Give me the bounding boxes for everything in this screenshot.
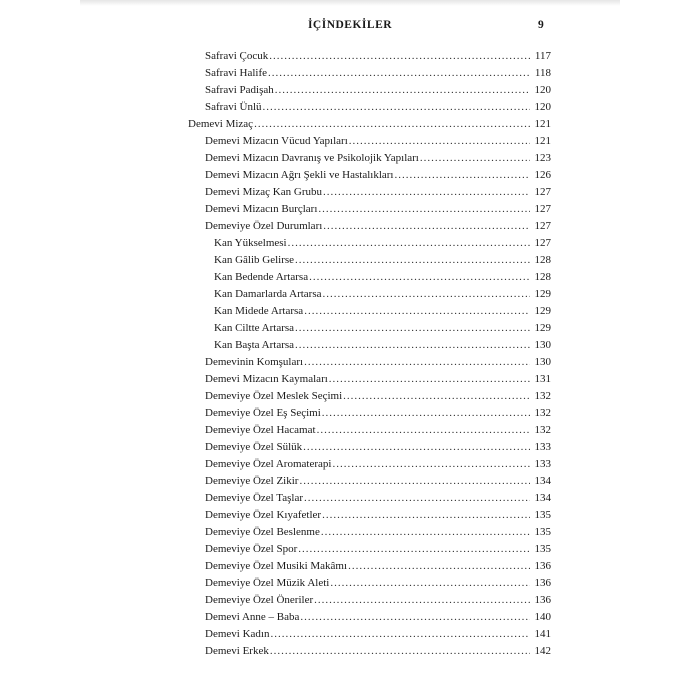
toc-entry-label: Demevi Mizacın Vücud Yapıları	[205, 135, 348, 147]
toc-dot-leader	[299, 473, 530, 490]
toc-entry	[0, 575, 700, 592]
toc-entry	[0, 82, 700, 99]
toc-entry	[0, 643, 700, 660]
toc-entry	[0, 439, 700, 456]
toc-entry-page: 142	[534, 645, 551, 657]
toc-entry-page: 133	[534, 441, 551, 453]
toc-entry	[0, 133, 700, 150]
toc-entry-page: 133	[534, 458, 551, 470]
toc-entry-page: 132	[534, 424, 551, 436]
toc-entry-label: Demeviye Özel Musiki Makâmı	[205, 560, 348, 572]
toc-dot-leader	[269, 48, 530, 65]
toc-entry-page: 128	[534, 271, 551, 283]
toc-entry-label: Safravi Halife	[205, 67, 267, 79]
toc-entry-page: 131	[534, 373, 551, 385]
toc-entry	[0, 235, 700, 252]
toc-dot-leader	[275, 82, 530, 99]
toc-entry-page: 117	[534, 50, 551, 62]
toc-entry	[0, 371, 700, 388]
toc-dot-leader	[322, 405, 530, 422]
toc-entry-label: Demeviye Özel Eş Seçimi	[205, 407, 321, 419]
toc-entry	[0, 337, 700, 354]
toc-dot-leader	[309, 269, 530, 286]
toc-entry-page: 118	[534, 67, 551, 79]
toc-entry	[0, 524, 700, 541]
toc-entry-page: 134	[534, 475, 551, 487]
toc-entry-page: 126	[534, 169, 551, 181]
toc-entry-label: Kan Damarlarda Artarsa	[214, 288, 322, 300]
toc-entry-page: 127	[534, 203, 551, 215]
toc-entry	[0, 303, 700, 320]
toc-entry	[0, 269, 700, 286]
toc-entry-label: Demeviye Özel Beslenme	[205, 526, 320, 538]
toc-entry-label: Demeviye Özel Hacamat	[205, 424, 316, 436]
toc-entry-page: 120	[534, 84, 551, 96]
toc-entry-page: 121	[534, 118, 551, 130]
toc-entry-page: 136	[534, 594, 551, 606]
toc-entry-label: Kan Gâlib Gelirse	[214, 254, 295, 266]
toc-entry-label: Demeviye Özel Durumları	[205, 220, 323, 232]
toc-entry-page: 141	[534, 628, 551, 640]
toc-entry-page: 140	[534, 611, 551, 623]
toc-dot-leader	[420, 150, 530, 167]
toc-entry-label: Demeviye Özel Spor	[205, 543, 298, 555]
toc-dot-leader	[300, 609, 530, 626]
toc-entry-page: 132	[534, 390, 551, 402]
toc-entry-label: Demeviye Özel Kıyafetler	[205, 509, 322, 521]
toc-dot-leader	[298, 541, 530, 558]
toc-entry-label: Demevi Mizacın Davranış ve Psikolojik Yapıları	[205, 152, 419, 164]
toc-entry	[0, 507, 700, 524]
page-header	[0, 16, 700, 38]
toc-entry	[0, 609, 700, 626]
toc-entry	[0, 184, 700, 201]
toc-dot-leader	[348, 558, 530, 575]
toc-entry-label: Demevi Mizacın Burçları	[205, 203, 318, 215]
toc-dot-leader	[295, 252, 530, 269]
toc-entry	[0, 456, 700, 473]
page-top-edge	[80, 0, 620, 6]
toc-entry-label: Demeviye Özel Taşlar	[205, 492, 303, 504]
table-of-contents	[0, 48, 700, 660]
toc-entry-label: Demevi Mizacın Kaymaları	[205, 373, 328, 385]
toc-entry	[0, 201, 700, 218]
toc-entry	[0, 490, 700, 507]
toc-entry	[0, 354, 700, 371]
toc-entry-label: Kan Bedende Artarsa	[214, 271, 309, 283]
toc-dot-leader	[323, 184, 530, 201]
toc-entry-label: Demevi Anne – Baba	[205, 611, 300, 623]
toc-entry	[0, 422, 700, 439]
toc-entry-label: Safravi Padişah	[205, 84, 274, 96]
page-title: İÇİNDEKİLER	[307, 19, 393, 31]
toc-entry-label: Demeviye Özel Müzik Aleti	[205, 577, 330, 589]
toc-entry-label: Demevi Mizacın Ağrı Şekli ve Hastalıkları	[205, 169, 394, 181]
toc-entry-page: 130	[534, 339, 551, 351]
toc-entry-page: 132	[534, 407, 551, 419]
toc-dot-leader	[288, 235, 530, 252]
toc-entry-page: 130	[534, 356, 551, 368]
toc-entry-label: Demeviye Özel Meslek Seçimi	[205, 390, 343, 402]
toc-entry	[0, 99, 700, 116]
toc-entry	[0, 65, 700, 82]
toc-entry-label: Demevi Kadın	[205, 628, 270, 640]
toc-entry	[0, 473, 700, 490]
toc-entry	[0, 116, 700, 133]
toc-entry-label: Demevi Mizaç	[188, 118, 254, 130]
toc-dot-leader	[295, 320, 530, 337]
toc-dot-leader	[270, 626, 530, 643]
toc-entry-page: 135	[534, 526, 551, 538]
toc-entry-label: Kan Başta Artarsa	[214, 339, 295, 351]
toc-dot-leader	[314, 592, 530, 609]
toc-entry-label: Demeviye Özel Sülük	[205, 441, 303, 453]
toc-entry-page: 129	[534, 305, 551, 317]
toc-entry	[0, 388, 700, 405]
toc-dot-leader	[317, 422, 530, 439]
toc-entry	[0, 626, 700, 643]
toc-dot-leader	[304, 354, 530, 371]
toc-dot-leader	[322, 507, 530, 524]
toc-entry	[0, 286, 700, 303]
toc-dot-leader	[343, 388, 530, 405]
toc-dot-leader	[318, 201, 530, 218]
toc-entry-page: 128	[534, 254, 551, 266]
toc-entry	[0, 558, 700, 575]
toc-dot-leader	[270, 643, 530, 660]
toc-entry	[0, 48, 700, 65]
toc-entry-label: Safravi Ünlü	[205, 101, 262, 113]
toc-entry	[0, 405, 700, 422]
toc-dot-leader	[330, 575, 530, 592]
toc-dot-leader	[254, 116, 530, 133]
toc-entry-label: Safravi Çocuk	[205, 50, 269, 62]
toc-entry-label: Demeviye Özel Öneriler	[205, 594, 314, 606]
toc-dot-leader	[349, 133, 530, 150]
toc-dot-leader	[304, 303, 530, 320]
toc-entry	[0, 592, 700, 609]
toc-dot-leader	[304, 490, 530, 507]
toc-entry	[0, 150, 700, 167]
toc-entry	[0, 167, 700, 184]
toc-entry-page: 135	[534, 509, 551, 521]
toc-entry-page: 127	[534, 186, 551, 198]
toc-entry-label: Kan Yükselmesi	[214, 237, 287, 249]
toc-dot-leader	[268, 65, 530, 82]
toc-entry-page: 123	[534, 152, 551, 164]
toc-entry-label: Demeviye Özel Aromaterapi	[205, 458, 332, 470]
toc-entry	[0, 252, 700, 269]
toc-entry-label: Kan Ciltte Artarsa	[214, 322, 295, 334]
toc-entry-page: 134	[534, 492, 551, 504]
toc-dot-leader	[303, 439, 530, 456]
toc-entry	[0, 320, 700, 337]
toc-dot-leader	[329, 371, 530, 388]
toc-dot-leader	[323, 218, 530, 235]
toc-entry-label: Demevi Mizaç Kan Grubu	[205, 186, 322, 198]
toc-dot-leader	[323, 286, 530, 303]
toc-entry-page: 127	[534, 237, 551, 249]
toc-dot-leader	[295, 337, 530, 354]
toc-entry-page: 120	[534, 101, 551, 113]
toc-entry-label: Demevi Erkek	[205, 645, 269, 657]
toc-entry-label: Kan Midede Artarsa	[214, 305, 304, 317]
toc-entry-label: Demevinin Komşuları	[205, 356, 304, 368]
toc-dot-leader	[321, 524, 530, 541]
toc-entry-page: 129	[534, 322, 551, 334]
toc-entry-page: 135	[534, 543, 551, 555]
toc-entry-page: 129	[534, 288, 551, 300]
toc-entry-page: 121	[534, 135, 551, 147]
toc-entry	[0, 541, 700, 558]
toc-dot-leader	[263, 99, 530, 116]
toc-dot-leader	[332, 456, 530, 473]
toc-entry	[0, 218, 700, 235]
toc-dot-leader	[394, 167, 530, 184]
header-page-number: 9	[538, 19, 544, 31]
toc-entry-label: Demeviye Özel Zikir	[205, 475, 299, 487]
toc-entry-page: 127	[534, 220, 551, 232]
toc-entry-page: 136	[534, 560, 551, 572]
toc-entry-page: 136	[534, 577, 551, 589]
